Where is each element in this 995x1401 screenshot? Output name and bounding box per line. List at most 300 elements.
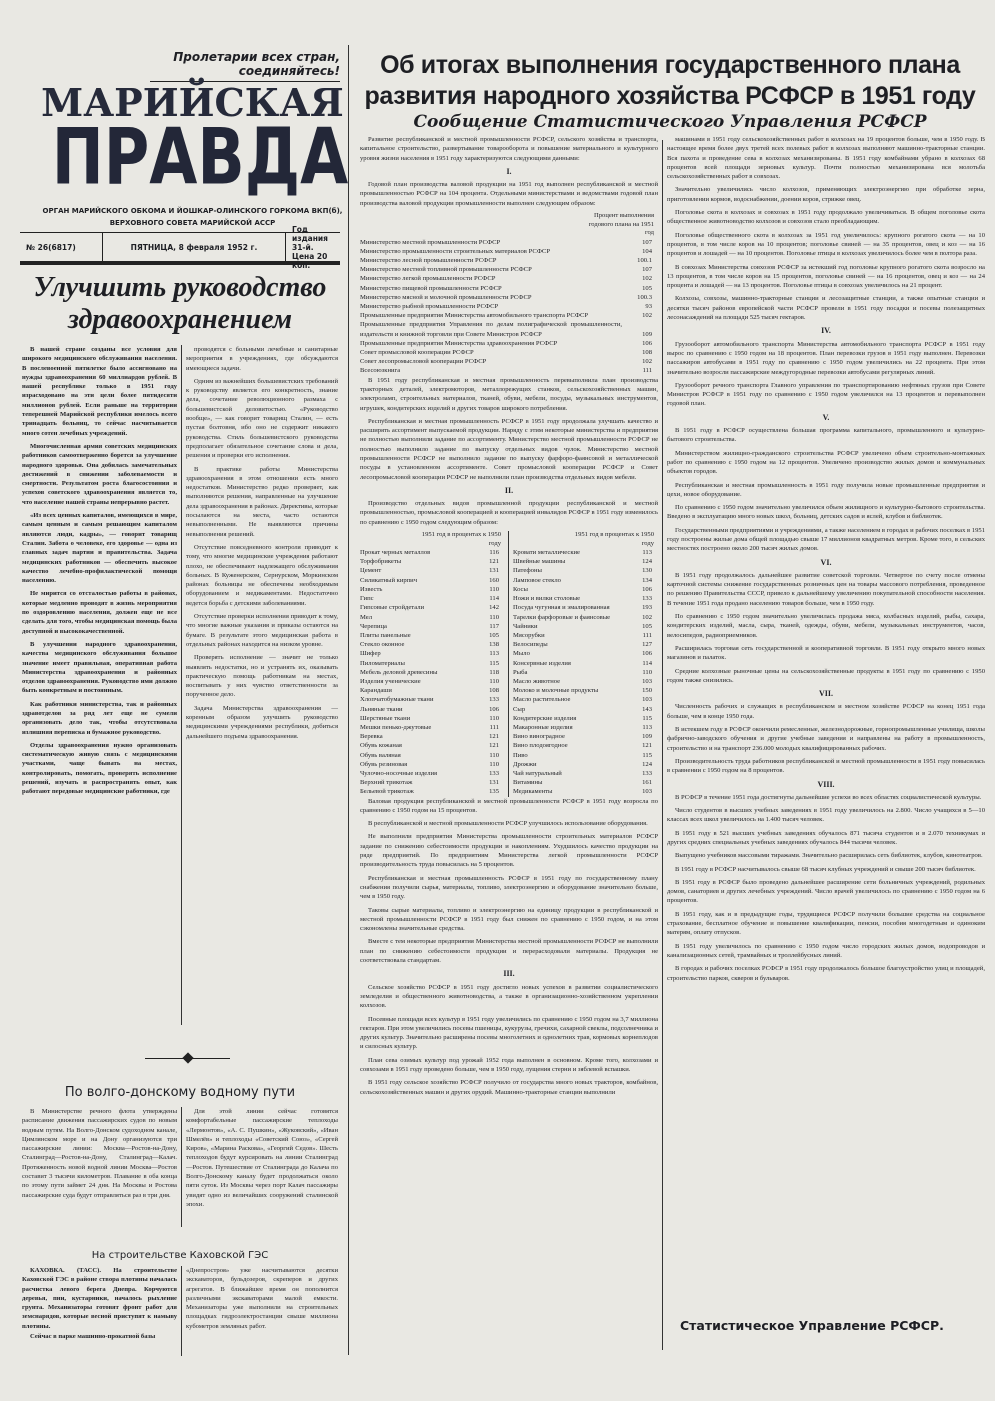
table-row bbox=[513, 769, 658, 778]
production-tables bbox=[360, 531, 658, 796]
editorial-column-1 bbox=[22, 345, 177, 1025]
row-label: Цемент bbox=[360, 567, 382, 575]
report-title-line1: Об итогах выполнения государственного плана bbox=[380, 51, 960, 79]
kakhovka-text-1: КАХОВКА. (ТАСС). На строительстве Каховской ГЭС в районе створа плотины началась расчистка левого берега Днепра. Корчуются деревья, пни, кустарники, началось рыхление грунта. Механизаторы готовят фронт работ для земснарядов, которые весной приступят к намыву плотины. bbox=[22, 1267, 177, 1330]
row-value: 108 bbox=[489, 687, 499, 695]
issue-year-price bbox=[285, 224, 340, 270]
table-row bbox=[513, 686, 658, 695]
row-label: Всесоюзкнига bbox=[360, 367, 401, 375]
table-row bbox=[513, 751, 658, 760]
row-value: 103 bbox=[642, 696, 652, 704]
paragraph: По сравнению с 1950 годом значительно увеличилась продажа мяса, колбасных изделий, рыбы, сахара, кондитерских изделий, масла, сыра, тканей, одежды, обуви, мебели, музыкальных инструментов, часов, велосипедов, радиоприемников. bbox=[667, 613, 985, 639]
row-value: 105 bbox=[642, 284, 652, 292]
row-value: 116 bbox=[489, 549, 499, 557]
row-value: 133 bbox=[642, 595, 652, 603]
paragraph: Проверять исполнение — значит не только выявлять недостатки, но и устранять их, оказывать практическую помощь работникам на местах, воспитывать у них чувство ответственности за порученное дело. bbox=[186, 654, 338, 699]
paragraph: В 1951 году увеличилось по сравнению с 1950 годом число городских жилых домов, водопроводов и канализационных сетей, трамвайных и троллейбусных линий. bbox=[667, 942, 985, 959]
row-label: Медикаменты bbox=[513, 788, 553, 796]
paragraph: Республиканская и местная промышленность РСФСР в 1951 году продолжала улучшать качество и расширять ассортимент выпускаемой продукции. Наряду с этим некоторые министерства и предприятия не полностью выполнили задание по ассортименту. Министерство местной промышленности РСФСР не полностью выполнило задание по выпуску отдельных видов чулок. Министерство местной промышленности РСФСР не выполнило задание по выпуску фарфоро-фаянсовой и металлической посуды в установленном ассортименте. Совет промысловой кооперации РСФСР и Совет лесопромысловой кооперации РСФСР не выполнили план производства отдельных видов мебели. bbox=[360, 417, 658, 481]
section-7-heading: VII. bbox=[818, 689, 833, 699]
row-label: Веревка bbox=[360, 733, 383, 741]
paragraph: В совхозах Министерства совхозов РСФСР за истекший год поголовье крупного рогатого скота возросло на 13 процентов, в том числе коров на 15 процентов, поголовье свиней — на 16 процентов, овец и коз — на 24 процента и лошадей — на 13 процентов. Поголовье птицы в совхозах увеличилось на 21 процент. bbox=[667, 263, 985, 290]
table-row bbox=[513, 603, 658, 612]
row-label: Тарелки фарфоровые и фаянсовые bbox=[513, 613, 611, 621]
row-label: Стекло оконное bbox=[360, 641, 405, 649]
issue-year: Год издания 31-й. bbox=[292, 224, 328, 252]
column-divider bbox=[181, 1107, 182, 1227]
table-row bbox=[513, 723, 658, 732]
ornament-diamond bbox=[182, 1052, 193, 1063]
table-row bbox=[513, 741, 658, 750]
paragraph: Многочисленная армия советских медицинских работников самоотверженно борется за улучшение народного здоровья. Она добилась замечательных достижений в снижении заболеваемости и смертности. Результатом роста благосостояния и успехов советского здравоохранения является то, что население нашей страны непрерывно растет. bbox=[22, 442, 177, 506]
paragraph: Задача Министерства здравоохранения — коренным образом улучшить руководство медицинскими учреждениями республики, добиться дальнейшего подъема здравоохранения. bbox=[186, 704, 338, 740]
row-value: 133 bbox=[642, 769, 652, 777]
paragraph: Колхозы, совхозы, машинно-тракторные станции и лесозащитные станции, а также опытные станции и десятки тысяч районов европейской части РСФСР провели в 1951 году посадки и посевы полезащитных лесонасаждений на площади 525 тысяч гектаров. bbox=[667, 295, 985, 322]
paragraph: Валовая продукция республиканской и местной промышленности РСФСР в 1951 году возросла по сравнению с 1950 годом на 15 процентов. bbox=[360, 797, 658, 814]
editorial-column-2 bbox=[186, 345, 338, 1025]
row-value: 102 bbox=[642, 275, 652, 283]
table-row bbox=[360, 557, 505, 566]
column-divider bbox=[181, 1266, 182, 1356]
table-row bbox=[513, 760, 658, 769]
table-row bbox=[360, 659, 505, 668]
table-row bbox=[360, 594, 505, 603]
table-row bbox=[360, 339, 658, 348]
table-row bbox=[360, 751, 505, 760]
table-row bbox=[513, 677, 658, 686]
table-row bbox=[360, 548, 505, 557]
table-row bbox=[360, 274, 658, 283]
table-row bbox=[360, 778, 505, 787]
table-row bbox=[360, 760, 505, 769]
row-label: Министерство промышленности строительных материалов РСФСР bbox=[360, 247, 550, 255]
paragraph: План сева озимых культур под урожай 1952 года выполнен в основном. Кроме того, колхозами и совхозами в 1951 году проведено больше, чем в 1950 году, лущения стерни и зяблевой вспашки. bbox=[360, 1056, 658, 1073]
row-value: 115 bbox=[489, 659, 499, 667]
row-value: 111 bbox=[642, 367, 652, 375]
paragraph: Вместе с тем некоторые предприятия Министерства местной промышленности РСФСР не выполнили план по снижению себестоимости продукции и перерасходовали материалы. Продукция не соответствовала стандартам. bbox=[360, 938, 658, 965]
table-row bbox=[360, 640, 505, 649]
row-label: Гипс bbox=[360, 595, 374, 603]
row-value: 111 bbox=[489, 723, 499, 731]
row-value: 131 bbox=[489, 779, 499, 787]
paragraph: Средние колхозные рыночные цены на сельскохозяйственные продукты в 1951 году по сравнению с 1950 годом также снизились. bbox=[667, 667, 985, 684]
table-row bbox=[360, 366, 658, 375]
paragraph: Число студентов в высших учебных заведениях в 1951 году увеличилось на 2.800. Число учащихся в 5—10 классах всех школ увеличилось на 1.400 тысяч человек. bbox=[667, 807, 985, 824]
row-value: 133 bbox=[489, 769, 499, 777]
issue-date: ПЯТНИЦА, 8 февраля 1952 г. bbox=[102, 233, 285, 261]
row-value: 127 bbox=[642, 641, 652, 649]
editorial-title: Улучшить руководство здравоохранением bbox=[33, 272, 327, 335]
row-value: 135 bbox=[489, 788, 499, 796]
paragraph: «Из всех ценных капиталов, имеющихся в мире, самым ценным и самым решающим капиталом являются люди, кадры», — говорит товарищ Сталин. Забота о человеке, его здоровье — одна из главных задач партии и правительства. Задача медицинских работников — обеспечить высокое качество лечебно-профилактической помощи населению. bbox=[22, 512, 177, 585]
row-value: 100.3 bbox=[637, 293, 652, 301]
row-label: Министерство пищевой промышленности РСФСР bbox=[360, 284, 502, 292]
table-row bbox=[360, 677, 505, 686]
table-row bbox=[360, 622, 505, 631]
table-row bbox=[513, 668, 658, 677]
table-row bbox=[513, 714, 658, 723]
issue-info-bar bbox=[20, 224, 340, 270]
row-value: 131 bbox=[489, 567, 499, 575]
row-label: Вино виноградное bbox=[513, 733, 565, 741]
table-row bbox=[360, 686, 505, 695]
table-row bbox=[513, 631, 658, 640]
row-label: Вино плодоягодное bbox=[513, 742, 568, 750]
row-label: Плиты панельные bbox=[360, 631, 411, 639]
row-value: 114 bbox=[642, 659, 652, 667]
paragraph: В практике работы Министерства здравоохранения в этом отношении есть много недостатков. Министерство редко проверяет, как выполняются решения, направленные на улучшение дела здравоохранения в районах. Директивы, которые посылаются на места, часто остаются невыполненными. Не выявляются причины невыполнения решений. bbox=[186, 465, 338, 538]
column-divider bbox=[662, 140, 663, 1350]
row-value: 102 bbox=[642, 613, 652, 621]
table1-header: Процент выполнения годового плана на 1951 год bbox=[588, 212, 654, 237]
section-6-heading: VI. bbox=[820, 557, 832, 567]
row-value: 160 bbox=[489, 576, 499, 584]
row-label: Черепица bbox=[360, 622, 387, 630]
row-label: Пиво bbox=[513, 751, 528, 759]
row-label: Чайники bbox=[513, 622, 538, 630]
table-row bbox=[513, 566, 658, 575]
section-2-text: Производство отдельных видов промышленной продукции республиканской и местной промышленностью, промысловой кооперацией и кооперацией инвалидов РСФСР в 1951 году изменилось по сравнению с 1950 годом следующим образом: bbox=[360, 500, 658, 526]
paragraph: Значительно увеличились число колхозов, применяющих электроэнергию при обработке зерна, приготовлении кормов, водоснабжении, доении коров, стрижке овец. bbox=[667, 186, 985, 203]
table-row bbox=[360, 566, 505, 575]
table-row bbox=[360, 631, 505, 640]
row-label: Посуда чугунная и эмалированная bbox=[513, 604, 610, 612]
paragraph: В 1951 году в РСФСР насчитывалось свыше 68 тысяч клубных учреждений и свыше 200 тысяч библиотек. bbox=[675, 865, 976, 873]
table-row bbox=[513, 732, 658, 741]
row-label: Мел bbox=[360, 613, 372, 621]
row-label: Ножи и вилки столовые bbox=[513, 595, 581, 603]
row-value: 105 bbox=[489, 631, 499, 639]
kakhovka-text-2: Сейчас в парке машинно-прокатной базы bbox=[30, 1333, 156, 1341]
paragraph: В 1951 году продолжалось дальнейшее развитие советской торговли. Четвертое по счету после отмены карточной системы снижение государственных розничных цен на товары массового потребления, проведенное по решению Правительства СССР, привело к дальнейшему увеличению покупательной способности населения. В течение 1951 года продано населению товаров больше, чем в 1950 году. bbox=[667, 571, 985, 607]
table-row bbox=[360, 741, 505, 750]
column-divider bbox=[181, 345, 182, 1025]
table-row bbox=[513, 613, 658, 622]
row-label: Министерство рыбной промышленности РСФСР bbox=[360, 303, 499, 310]
paragraph: В городах и рабочих поселках РСФСР в 1951 году продолжалось большое благоустройство улиц и площадей, строительство парков, скверов и бульваров. bbox=[667, 965, 985, 982]
paragraph: В 1951 году в РСФСР осуществлена большая программа капитального, промышленного и культурно-бытового строительства. bbox=[667, 427, 985, 444]
row-label: Министерство местной топливной промышленности РСФСР bbox=[360, 266, 532, 274]
row-label: Промышленные предприятия Управления по делам полиграфической промышленности, издательств и книжной торговли при Совете Министров РСФСР bbox=[360, 321, 622, 338]
paragraph: Отделы здравоохранения нужно организовать систематическую живую связь с медицинскими участками, чаще бывать на местах, контролировать, помогать, проверять исполнение решений, изучать и распространять опыт, как работают передовые медицинские работники, где bbox=[22, 741, 177, 796]
row-label: Обувь валяная bbox=[360, 751, 401, 759]
report-title-line2: развития народного хозяйства РСФСР в 1951 году bbox=[364, 82, 976, 110]
row-value: 138 bbox=[489, 641, 499, 649]
table-row bbox=[360, 732, 505, 741]
report-title bbox=[355, 50, 985, 112]
table-row bbox=[360, 311, 658, 320]
paragraph: Республиканская и местная промышленность РСФСР в 1951 году по государственному плану снабжения получили сырья, материалы, топливо, электроэнергию и оборудование значительно больше, чем в 1950 году. bbox=[360, 874, 658, 901]
table-row bbox=[513, 695, 658, 704]
paragraph: Как работники министерства, так и районных здравотделов за ряд лет еще не сумели организовать дело так, чтобы отсутствовала излишняя переписка и бумажное руководство. bbox=[22, 700, 177, 736]
row-value: 110 bbox=[642, 668, 652, 676]
volga-don-title: По волго-донскому водному пути bbox=[64, 1085, 296, 1100]
row-value: 109 bbox=[642, 330, 652, 338]
row-value: 130 bbox=[642, 567, 652, 575]
table-row bbox=[360, 723, 505, 732]
row-value: 150 bbox=[642, 687, 652, 695]
row-label: Дрожжи bbox=[513, 760, 537, 768]
row-label: Рыба bbox=[513, 668, 528, 676]
row-label: Промышленные предприятия Министерства здравоохранения РСФСР bbox=[360, 339, 558, 347]
row-value: 113 bbox=[642, 549, 652, 557]
row-label: Кондитерские изделия bbox=[513, 714, 577, 722]
row-value: 143 bbox=[642, 705, 652, 713]
section-1-text: Годовой план производства валовой продукции на 1951 год выполнен республиканской и местной промышленностью РСФСР на 104 процента. Отдельными министерствами и ведомствами годовой план производства валовой продукции промышленности выполнен следующим образом: bbox=[360, 181, 658, 207]
report-subtitle: Сообщение Статистического Управления РСФСР bbox=[413, 112, 927, 132]
paragraph: В истекшем году в РСФСР окончили ремесленные, железнодорожные, горнопромышленные училища, школы фабрично-заводского обучения и другие учебные заведения и направлены на работу в промышленность, строительство и на транспорт 236.000 молодых квалифицированных рабочих. bbox=[667, 726, 985, 752]
table-row bbox=[360, 247, 658, 256]
table-row bbox=[360, 265, 658, 274]
row-label: Министерство лесной промышленности РСФСР bbox=[360, 256, 497, 264]
table-row bbox=[360, 585, 505, 594]
row-label: Мебель деловой древесины bbox=[360, 668, 438, 676]
paragraph: В улучшении народного здравоохранения, качества медицинского обслуживания большое значение имеет правильная, оперативная работа Министерства здравоохранения и районных отделов здравоохранения. Руководство ими должно быть конкретным и постоянным. bbox=[22, 640, 177, 695]
table-row bbox=[360, 256, 658, 265]
table-row bbox=[360, 284, 658, 293]
report-signature: Статистическое Управление РСФСР. bbox=[680, 1318, 944, 1333]
section-2-heading: II. bbox=[504, 485, 514, 495]
row-label: Витамины bbox=[513, 779, 543, 787]
row-value: 121 bbox=[489, 742, 499, 750]
table-row bbox=[360, 705, 505, 714]
row-label: Мясорубки bbox=[513, 631, 545, 639]
paragraph: Поголовье скота в колхозах и совхозах в 1951 году продолжало увеличиваться. В общем поголовье скота общественное животноводство колхозов и совхозов стало преобладающим. bbox=[667, 209, 985, 226]
row-value: 93 bbox=[645, 303, 652, 310]
row-label: Изделия ученические bbox=[360, 677, 421, 685]
table-row bbox=[360, 302, 658, 311]
row-value: 124 bbox=[642, 760, 652, 768]
row-value: 115 bbox=[642, 714, 652, 722]
paragraph: По сравнению с 1950 годом значительно увеличился объем жилищного и культурно-бытового строительства. Введено в эксплуатацию много новых школ, больниц, детских садов и яслей, клубов и библиотек. bbox=[667, 504, 985, 521]
report-middle-column bbox=[360, 135, 658, 1353]
table-row bbox=[513, 576, 658, 585]
report-right-column bbox=[667, 135, 985, 1313]
row-label: Гипсовые стройдетали bbox=[360, 604, 425, 612]
row-label: Консервные изделия bbox=[513, 659, 571, 667]
newspaper-title-line1: МАРИЙСКАЯ bbox=[41, 80, 344, 125]
row-value: 134 bbox=[642, 576, 652, 584]
paragraph: Расширилась торговая сеть государственной и кооперативной торговли. В 1951 году открыто много новых магазинов и палаток. bbox=[667, 644, 985, 662]
row-label: Сыр bbox=[513, 705, 526, 713]
row-label: Министерство местной промышленности РСФСР bbox=[360, 238, 501, 246]
newspaper-title-line2: ПРАВДА bbox=[51, 111, 349, 203]
report-intro: Развитие республиканской и местной промышленности РСФСР, сельского хозяйства и транспорта, капитальное строительство, развертывание товарооборота и повышение материального и культурного уровня жизни населения в 1951 году характеризуются следующими данными: bbox=[360, 136, 658, 162]
row-label: Обувь кожаная bbox=[360, 742, 402, 750]
row-label: Макаронные изделия bbox=[513, 723, 573, 731]
row-value: 106 bbox=[642, 339, 652, 347]
row-label: Масло растительное bbox=[513, 696, 571, 704]
row-value: 117 bbox=[489, 622, 499, 630]
table-row bbox=[513, 548, 658, 557]
table-row bbox=[360, 238, 658, 247]
row-value: 102 bbox=[642, 358, 652, 366]
row-label: Кровати металлические bbox=[513, 549, 580, 557]
paragraph: В 1951 году республиканская и местная промышленность перевыполнила план производства тракторных деталей, электромоторов, металлорежущих станков, сельскохозяйственных машин, электроламп, строительных материалов, тканей, обуви, мебели, посуды, музыкальных инструментов, игрушек, кондитерских изделий и других товаров широкого потребления. bbox=[360, 376, 658, 412]
row-value: 121 bbox=[642, 742, 652, 750]
row-value: 103 bbox=[642, 788, 652, 796]
row-value: 118 bbox=[489, 668, 499, 676]
table-row bbox=[513, 640, 658, 649]
paragraph: В 1951 году в 521 высших учебных заведениях обучалось 871 тысяча студентов и в 2.070 техникумах и других средних специальных учебных заведениях обучалось 844 тысячи человек. bbox=[667, 829, 985, 846]
paragraph: В 1951 году в РСФСР было проведено дальнейшее расширение сети больничных учреждений, родильных домов, санаториев и других лечебных учреждений. Число врачей увеличилось по сравнению с 1950 годом на 6 процентов. bbox=[667, 878, 985, 905]
row-label: Мыло bbox=[513, 650, 530, 658]
paragraph: Грузооборот автомобильного транспорта Министерства автомобильного транспорта РСФСР в 1951 году вырос по сравнению с 1950 годом на 18 процентов. План перевозки грузов в 1951 году выполнен. Перевозки пассажиров автобусами в 1951 году по сравнению с 1950 годом увеличились на 22 процента. При этом значительно возросли пассажирские междугородные перевозки автобусами регулярных линий. bbox=[667, 340, 985, 376]
table-row bbox=[513, 594, 658, 603]
row-label: Торфобрикеты bbox=[360, 558, 402, 566]
table-row bbox=[513, 778, 658, 787]
row-label: Силикатный кирпич bbox=[360, 576, 418, 584]
table-row bbox=[360, 576, 505, 585]
row-value: 106 bbox=[642, 650, 652, 658]
volga-don-column-2: Для этой линии сейчас готовятся комфортабельные пассажирские теплоходы «Лермонтов», «А. С. Пушкин», «Жуковский», «Иван Шмелёв» и теплоходы «Советский Союз», «Сергей Киров», «Марина Раскова», «Георгий Седов». Шесть теплоходов будут курсировать на линии Сталинград—Ростов. Путешествие от Сталинграда до Калача по Волго-Донскому каналу будет продолжаться около пяти суток. Из Москвы через порт Калач пассажиры увидят одно из величайших сооружений сталинской эпохи. bbox=[186, 1108, 338, 1208]
row-label: Масло животное bbox=[513, 677, 561, 685]
paragraph: Выпущено учебников массовыми тиражами. Значительно расширилась сеть библиотек, клубов, кинотеатров. bbox=[675, 852, 983, 860]
table-row bbox=[513, 585, 658, 594]
row-label: Хлопчатобумажные ткани bbox=[360, 696, 434, 704]
row-label: Министерство легкой промышленности РСФСР bbox=[360, 275, 496, 283]
row-value: 124 bbox=[642, 558, 652, 566]
row-value: 161 bbox=[642, 779, 652, 787]
issue-number: № 26(6817) bbox=[26, 242, 76, 252]
plan-fulfillment-table bbox=[360, 238, 658, 376]
table-row bbox=[360, 714, 505, 723]
production-table-right bbox=[513, 548, 658, 796]
paragraph: Отсутствие повседневного контроля приводит к тому, что многие медицинские учреждения работают плохо, не обеспечивают надлежащего обслуживания больных. В Куженерском, Сернурском, Моркинском районах больницы не обеспечены необходимым оборудованием и медикаментами. Недостаточно ведется борьба с детскими заболеваниями. bbox=[186, 543, 338, 607]
paragraph: проводятся с больными лечебные и санитарные мероприятия в учреждениях, где обсуждаются имеющиеся задачи. bbox=[186, 346, 338, 372]
table-row bbox=[513, 557, 658, 566]
row-value: 115 bbox=[642, 751, 652, 759]
section-5-heading: V. bbox=[822, 412, 830, 422]
row-label: Промышленные предприятия Министерства автомобильного транспорта РСФСР bbox=[360, 312, 589, 320]
row-value: 110 bbox=[489, 714, 499, 722]
row-label: Прокат черных металлов bbox=[360, 549, 431, 557]
table-row bbox=[360, 695, 505, 704]
row-value: 108 bbox=[642, 349, 652, 357]
row-label: Обувь резиновая bbox=[360, 760, 408, 768]
row-label: Косы bbox=[513, 585, 528, 593]
paragraph: Республиканская и местная промышленность в 1951 году получила новые промышленные предприятия и цехи, новое оборудование. bbox=[667, 481, 985, 498]
paragraph: Министерством жилищно-гражданского строительства РСФСР увеличено объем строительно-монтажных работ по сравнению с 1950 годом на 12 процентов. Увеличено производство жилых домов и коммунальных объектов городов. bbox=[667, 449, 985, 476]
kakhovka-title: На строительстве Каховской ГЭС bbox=[91, 1250, 269, 1261]
paragraph: Грузооборот речного транспорта Главного управления по транспортированию нефтяных грузов при Совете Министров РСФСР в 1951 году по сравнению с 1950 годом увеличился на 13 процентов и перевыполнен годовой план. bbox=[667, 381, 985, 408]
paragraph: Производительность труда работников республиканской и местной промышленности в 1951 году повысилась в сравнении с 1950 годом на 8 процентов. bbox=[667, 757, 985, 775]
row-value: 142 bbox=[489, 604, 499, 612]
row-value: 113 bbox=[489, 650, 499, 658]
row-label: Шифер bbox=[360, 650, 381, 658]
table-row bbox=[360, 348, 658, 357]
paragraph: Отсутствие проверки исполнения приводит к тому, что многие важные указания и приказы остаются на бумаге. В результате этого медицинская работа в отдельных районах находится на низком уровне. bbox=[186, 613, 338, 648]
row-value: 110 bbox=[489, 585, 499, 593]
production-table-left bbox=[360, 548, 505, 796]
paragraph: Посевные площади всех культур в 1951 году увеличились по сравнению с 1950 годом на 3,7 миллиона гектаров. При этом увеличились посевы пшеницы, кукурузы, гречихи, сахарной свеклы, подсолнечника и других культур. Значительно расширены посевы многолетних и однолетних трав, кормовых корнеплодов и силосных культур. bbox=[360, 1015, 658, 1051]
row-value: 109 bbox=[642, 733, 652, 741]
row-value: 114 bbox=[489, 595, 499, 603]
row-value: 102 bbox=[642, 312, 652, 320]
row-label: Мешки пенько-джутовые bbox=[360, 723, 432, 731]
row-value: 100.1 bbox=[637, 256, 652, 264]
table-row bbox=[360, 603, 505, 612]
row-label: Совет лесопромысловой кооперации РСФСР bbox=[360, 358, 487, 366]
row-value: 133 bbox=[489, 696, 499, 704]
row-label: Совет промысловой кооперации РСФСР bbox=[360, 349, 474, 357]
table-row bbox=[360, 668, 505, 677]
table-row bbox=[360, 787, 505, 796]
row-value: 121 bbox=[489, 733, 499, 741]
table-row bbox=[360, 769, 505, 778]
row-value: 103 bbox=[642, 677, 652, 685]
row-value: 105 bbox=[642, 622, 652, 630]
paragraph: В 1951 году сельское хозяйство РСФСР получило от государства много новых тракторов, комбайнов, сельскохозяйственных машин и других орудий. Машинно-тракторные станции выполнили bbox=[360, 1079, 658, 1096]
row-label: Швейные машины bbox=[513, 558, 566, 566]
table-row bbox=[360, 293, 658, 302]
table-row bbox=[513, 787, 658, 796]
row-label: Чулочно-носочные изделия bbox=[360, 769, 438, 777]
row-label: Льняные ткани bbox=[360, 705, 403, 713]
row-value: 121 bbox=[489, 558, 499, 566]
row-value: 106 bbox=[489, 705, 499, 713]
paragraph: машинами в 1951 году сельскохозяйственных работ в колхозах на 19 процентов больше, чем в 1950 году. В настоящее время более двух третей всех полевых работ в колхозах выполняют машинно-тракторные станции. Вся пахота и проведение сева в колхозах механизированы. В 1951 году комбайнами убрано в колхозах 68 процентов всей площади зерновых культур. Почти полностью механизирована вся молотьба сельскохозяйственных работ в совхозах. bbox=[667, 136, 985, 181]
section-8-heading: VIII. bbox=[817, 779, 835, 789]
paragraph: В 1951 году, как и в предыдущие годы, трудящиеся РСФСР получили большие средства на социальное страхование, бесплатное обучение и повышение квалификации, пенсии, пособия многодетным и одиноким матерям, оплату отпусков. bbox=[667, 910, 985, 937]
paragraph: Не выполнили предприятия Министерства промышленности строительных материалов РСФСР задание по снижению себестоимости продукции и накоплениям. Ухудшилось качество продукции на ряде предприятий. По предприятиям Министерства легкой промышленности РСФСР производительность труда повысилась на 5 процентов. bbox=[360, 833, 658, 869]
table-row bbox=[360, 613, 505, 622]
row-label: Чай натуральный bbox=[513, 769, 562, 777]
organ-line1: ОРГАН МАРИЙСКОГО ОБКОМА И ЙОШКАР-ОЛИНСКОГО ГОРКОМА ВКП(б), bbox=[42, 207, 343, 215]
page-divider bbox=[348, 45, 349, 1355]
paragraph: Государственными предприятиями и учреждениями, а также населением в городах и рабочих поселках в 1951 году построены жилые дома общей площадью свыше 17 миллионов квадратных метров. Кроме того, в сельских местностях построено около 200 тысяч жилых домов. bbox=[667, 526, 985, 553]
row-value: 110 bbox=[489, 751, 499, 759]
row-value: 113 bbox=[642, 723, 652, 731]
row-label: Карандаши bbox=[360, 687, 392, 695]
row-label: Шерстяные ткани bbox=[360, 714, 411, 722]
row-value: 110 bbox=[489, 760, 499, 768]
table2b-header: 1951 год в процентах к 1950 году bbox=[574, 531, 654, 547]
row-label: Ламповое стекло bbox=[513, 576, 561, 584]
section-1-heading: I. bbox=[506, 166, 512, 176]
row-label: Верхний трикотаж bbox=[360, 779, 413, 787]
row-value: 104 bbox=[642, 247, 652, 255]
section-3-heading: III. bbox=[503, 969, 515, 979]
row-value: 107 bbox=[642, 266, 652, 274]
row-value: 106 bbox=[642, 585, 652, 593]
table-row bbox=[513, 705, 658, 714]
kakhovka-column-2: «Днепростроя» уже насчитываются десятки экскаваторов, бульдозеров, скреперов и других агрегатов. В ближайшее время он пополнится различными экскаваторами малой емкости. Механизаторы уже выполнили на строительных площадках гидроэлектростанции свыше миллиона кубометров земляных работ. bbox=[186, 1267, 338, 1330]
row-value: 110 bbox=[489, 677, 499, 685]
table-row bbox=[513, 649, 658, 658]
masthead-motto: Пролетарии всех стран, соединяйтесь! bbox=[150, 50, 340, 82]
table-row bbox=[513, 659, 658, 668]
paragraph: В нашей стране созданы все условия для широкого медицинского обслуживания населения. В послевоенной пятилетке было ассигновано на нужды здравоохранения 60 миллиардов рублей. В нашей республике только в 1951 году израсходовано на эти цели более пятидесяти миллионов рублей. Если раньше на территории теперешней Марийской республики имелось всего тринадцать больниц, то сейчас насчитывается много сотен лечебных учреждений. bbox=[22, 346, 177, 437]
row-label: Министерство мясной и молочной промышленности РСФСР bbox=[360, 293, 532, 301]
paragraph: Таковы сырые материалы, топливо и электроэнергию на единицу продукции в республиканской и местной промышленности РСФСР в 1951 году был снижен по сравнению с 1950 годом, и на этом сэкономлены значительные средства. bbox=[360, 906, 658, 933]
paragraph: В РСФСР в течение 1951 года достигнуты дальнейшие успехи во всех областях социалистической культуры. bbox=[675, 793, 982, 801]
paragraph: Численность рабочих и служащих в республиканском и местном хозяйстве РСФСР на конец 1951 года больше, чем в конце 1950 года. bbox=[667, 703, 985, 720]
row-value: 110 bbox=[489, 613, 499, 621]
kakhovka-column-1 bbox=[22, 1266, 177, 1386]
table-row bbox=[513, 622, 658, 631]
paragraph: Поголовье общественного скота в колхозах за 1951 год увеличилось: крупного рогатого скота — на 10 процентов, в том числе коров на 10 процентов; поголовье свиней — на 35 процентов, овец и коз — на 16 процентов и лошадей — на 10 процентов. Поголовье птицы в колхозах увеличилось более чем в полтора раза. bbox=[667, 231, 985, 258]
paragraph: Одним из важнейших большевистских требований к руководству является его конкретность, знание дела, сочетание революционного размаха с большевистской деловитостью. «Руководство вообще», — как говорит товарищ Сталин, — есть пустая болтовня, ибо оно не содержит никакого руководства. Стиль большевистского руководства предполагает обязательное сочетание слова и дела, решения и проверки его исполнения. bbox=[186, 377, 338, 460]
row-value: 193 bbox=[642, 604, 652, 612]
paragraph: В республиканской и местной промышленности РСФСР улучшилось использование оборудования. bbox=[368, 820, 648, 828]
paragraph: Не мирится со отсталостью работы в районах, которые медленно проводят в жизнь мероприятия по оздоровлению населения, должен еще не все сделать для того, чтобы медицинская помощь была доступной и высококачественной. bbox=[22, 590, 177, 635]
organ-line2: ВЕРХОВНОГО СОВЕТА МАРИЙСКОЙ АССР bbox=[109, 219, 276, 227]
row-label: Молоко и молочные продукты bbox=[513, 687, 599, 695]
row-label: Бельевой трикотаж bbox=[360, 788, 414, 796]
table-row bbox=[360, 649, 505, 658]
section-4-heading: IV. bbox=[821, 326, 831, 336]
